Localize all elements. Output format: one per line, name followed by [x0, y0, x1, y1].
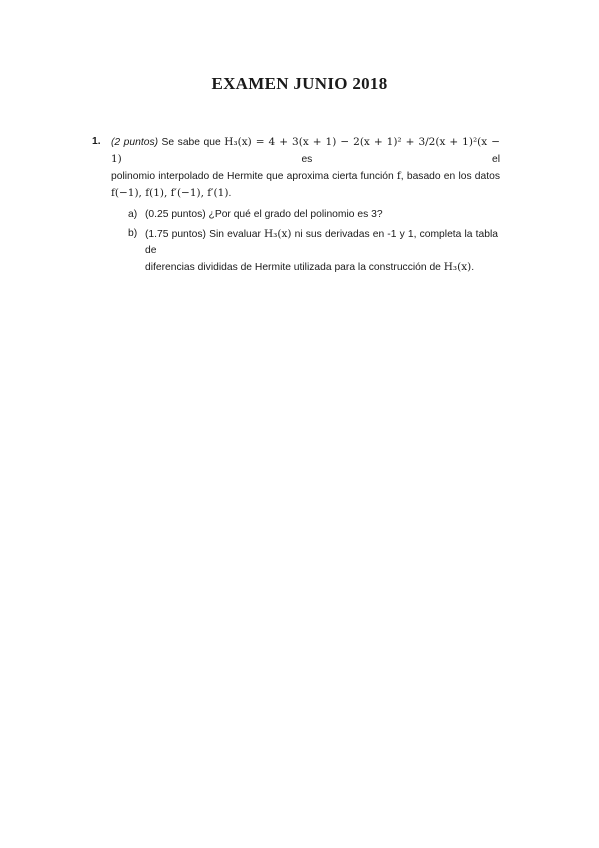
question-text: es el [121, 154, 500, 165]
question-text: . [228, 188, 232, 199]
question-1-line-3 [111, 185, 500, 202]
function-symbol: f [396, 170, 401, 182]
subitem-text-part: diferencias divididas de Hermite utilizada para la construcción de [145, 262, 444, 273]
question-1-line-1 [111, 134, 500, 168]
hermite-symbol: H₃(x) [443, 261, 472, 273]
subitems-list [128, 207, 498, 279]
subitem-letter: b) [128, 228, 138, 239]
subitem-letter: a) [128, 209, 138, 220]
subitem-a-line-1: (0.25 puntos) ¿Por qué el grado del polinomio es 3? [145, 209, 383, 220]
question-points: (2 puntos) [111, 137, 159, 148]
hermite-symbol: H₃(x) [264, 228, 292, 240]
question-number: 1. [92, 136, 101, 147]
subitem-text-part: . [471, 262, 475, 273]
question-text: Se sabe que [158, 137, 225, 148]
subitem-text [145, 226, 498, 276]
exam-title: EXAMEN JUNIO 2018 [211, 74, 388, 93]
subitem-b [128, 226, 498, 276]
subitem-text-part: (1.75 puntos) Sin evaluar [145, 229, 265, 240]
subitem-b-line-2 [145, 259, 498, 276]
subitem-text-part: ni sus derivadas en -1 y 1, completa la tabla de [145, 229, 498, 256]
hermite-polynomial-formula: H₃(x) = 4 + 3(x + 1) − 2(x + 1)² + 3/2(x + 1)²(x − 1) [111, 136, 500, 165]
subitem-text [145, 207, 498, 223]
question-1-line-2 [111, 168, 500, 185]
subitem-a [128, 207, 498, 223]
question-1-body [111, 134, 500, 202]
question-1 [92, 134, 500, 202]
question-text: , basado en los datos [400, 171, 500, 182]
question-text: polinomio interpolado de Hermite que aproxima cierta función [111, 171, 397, 182]
subitem-b-line-1 [145, 226, 498, 259]
data-points-formula: f(−1), f(1), f′(−1), f′(1) [111, 187, 229, 199]
